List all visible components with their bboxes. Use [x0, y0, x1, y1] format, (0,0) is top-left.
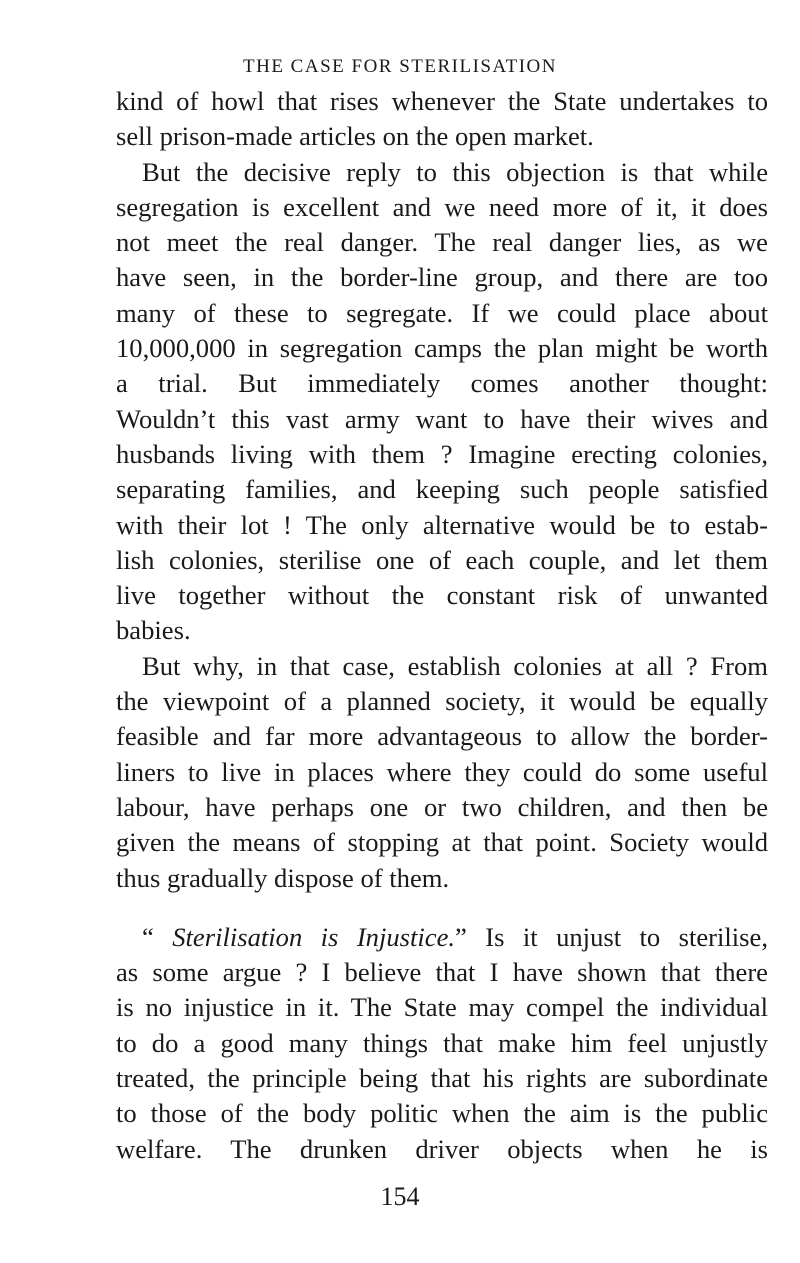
text-line: welfare. The drunken driver objects when he is: [116, 1133, 768, 1164]
text-line: But why, in that case, establish colonies at all ? From: [142, 650, 768, 681]
text-line: a trial. But immediately comes another thought:: [116, 368, 768, 399]
text-line: with their lot ! The only alternative would be to estab-: [116, 509, 768, 540]
text-line: husbands living with them ? Imagine erecting colonies,: [116, 438, 768, 469]
text-line: treated, the principle being that his rights are subordinate: [116, 1063, 768, 1094]
text-line: the viewpoint of a planned society, it would be equally: [116, 686, 768, 717]
body-text: [116, 84, 768, 1167]
text-line: labour, have perhaps one or two children, and then be: [116, 791, 768, 822]
text-line: feasible and far more advantageous to allow the border-: [116, 721, 768, 752]
close-quote: ”: [455, 921, 467, 952]
text-line: sell prison-made articles on the open market.: [116, 121, 594, 152]
text-line: to do a good many things that make him feel unjustly: [116, 1027, 768, 1058]
text-line: lish colonies, sterilise one of each couple, and let them: [116, 544, 768, 575]
text-line: babies.: [116, 615, 191, 646]
text-line: given the means of stopping at that point. Society would: [116, 827, 768, 858]
text-line: as some argue ? I believe that I have shown that there: [116, 957, 768, 988]
text-line: thus gradually dispose of them.: [116, 862, 450, 893]
text-line: Wouldn’t this vast army want to have their wives and: [116, 403, 768, 434]
text-line: 10,000,000 in segregation camps the plan might be worth: [116, 333, 768, 364]
section-heading: Sterilisation is Injustice.: [172, 921, 456, 952]
text-line: live together without the constant risk of unwanted: [116, 580, 768, 611]
open-quote: “: [142, 921, 154, 952]
text-line-heading: [116, 920, 768, 955]
text-line: kind of howl that rises whenever the State undertakes to: [116, 86, 768, 116]
text-line: liners to live in places where they could do some useful: [116, 756, 768, 787]
text-line: But the decisive reply to this objection is that while: [142, 156, 768, 187]
text-line: many of these to segregate. If we could place about: [116, 297, 768, 328]
running-title: THE CASE FOR STERILISATION: [243, 56, 557, 77]
text-line: have seen, in the border-line group, and there are too: [116, 262, 768, 293]
text-line: is no injustice in it. The State may compel the individual: [116, 992, 768, 1023]
section-break: [116, 896, 768, 920]
text-line: not meet the real danger. The real danger lies, as we: [116, 227, 768, 258]
text-line: separating families, and keeping such people satisfied: [116, 474, 768, 505]
text-line-remainder: Is it unjust to sterilise,: [485, 921, 768, 952]
text-line: to those of the body politic when the aim is the public: [116, 1098, 768, 1129]
text-line: segregation is excellent and we need more of it, it does: [116, 191, 768, 222]
page-number: 154: [380, 1182, 420, 1211]
